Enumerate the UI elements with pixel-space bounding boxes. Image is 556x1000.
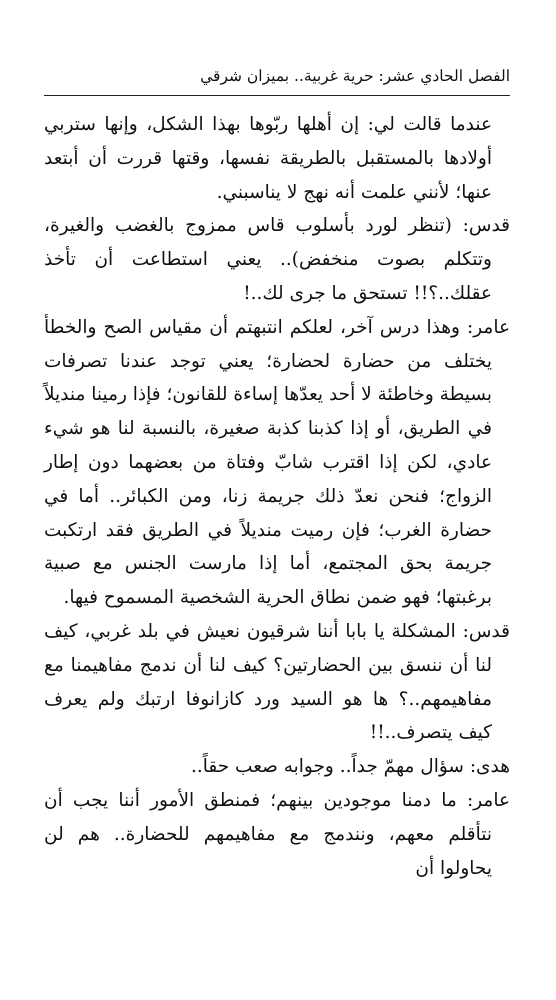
page-body [44, 108, 510, 885]
running-header [44, 62, 510, 96]
chapter-title: الفصل الحادي عشر: حرية غربية.. بميزان شرقي [200, 67, 510, 85]
paragraph-amer-1: عامر: وهذا درس آخر، لعلكم انتبهتم أن مقياس الصح والخطأ يختلف من حضارة لحضارة؛ يعني توجد عندنا تصرفات بسيطة وخاطئة لا أحد يعدّها إساءة للقانون؛ فإذا رمينا منديلاً في الطريق، أو إذا كذبنا كذبة صغيرة، بالنسبة لنا هو شيء عادي، لكن إذا اقترب شابّ وفتاة من بعضهما دون إطار الزواج؛ فنحن نعدّ ذلك جريمة زنا، ومن الكبائر.. أما في حضارة الغرب؛ فإن رميت منديلاً في الطريق فقد ارتكبت جريمة بحق المجتمع، أما إذا مارست الجنس مع صبية برغبتها؛ فهو ضمن نطاق الحرية الشخصية المسموح فيها. [44, 316, 510, 609]
paragraph-quds-1: قدس: (تنظر لورد بأسلوب قاس ممزوج بالغضب والغيرة، وتتكلم بصوت منخفض).. يعني استطاعت أن تأخذ عقلك..؟!! تستحق ما جرى لك..! [44, 215, 510, 304]
paragraph-narration: عندما قالت لي: إن أهلها ربّوها بهذا الشكل، وإنها ستربي أولادها بالمستقبل بالطريقة نفسها، وقتها قررت أن أبتعد عنها؛ لأنني علمت أنه نهج لا يناسبني. [44, 114, 492, 203]
paragraph-huda: هدى: سؤال مهمّ جداً.. وجوابه صعب حقاً.. [190, 756, 510, 778]
paragraph-amer-2: عامر: ما دمنا موجودين بينهم؛ فمنطق الأمور أننا يجب أن نتأقلم معهم، ونندمج مع مفاهيمهم للحضارة.. هم لن يحاولوا أن [44, 789, 510, 879]
paragraph-quds-2: قدس: المشكلة يا بابا أننا شرقيون نعيش في بلد غربي، كيف لنا أن ننسق بين الحضارتين؟ كيف لنا أن ندمج مفاهيمنا مع مفاهيمهم..؟ ها هو السيد ورد كازانوفا ارتبك ولم يعرف كيف يتصرف..!! [44, 620, 510, 744]
